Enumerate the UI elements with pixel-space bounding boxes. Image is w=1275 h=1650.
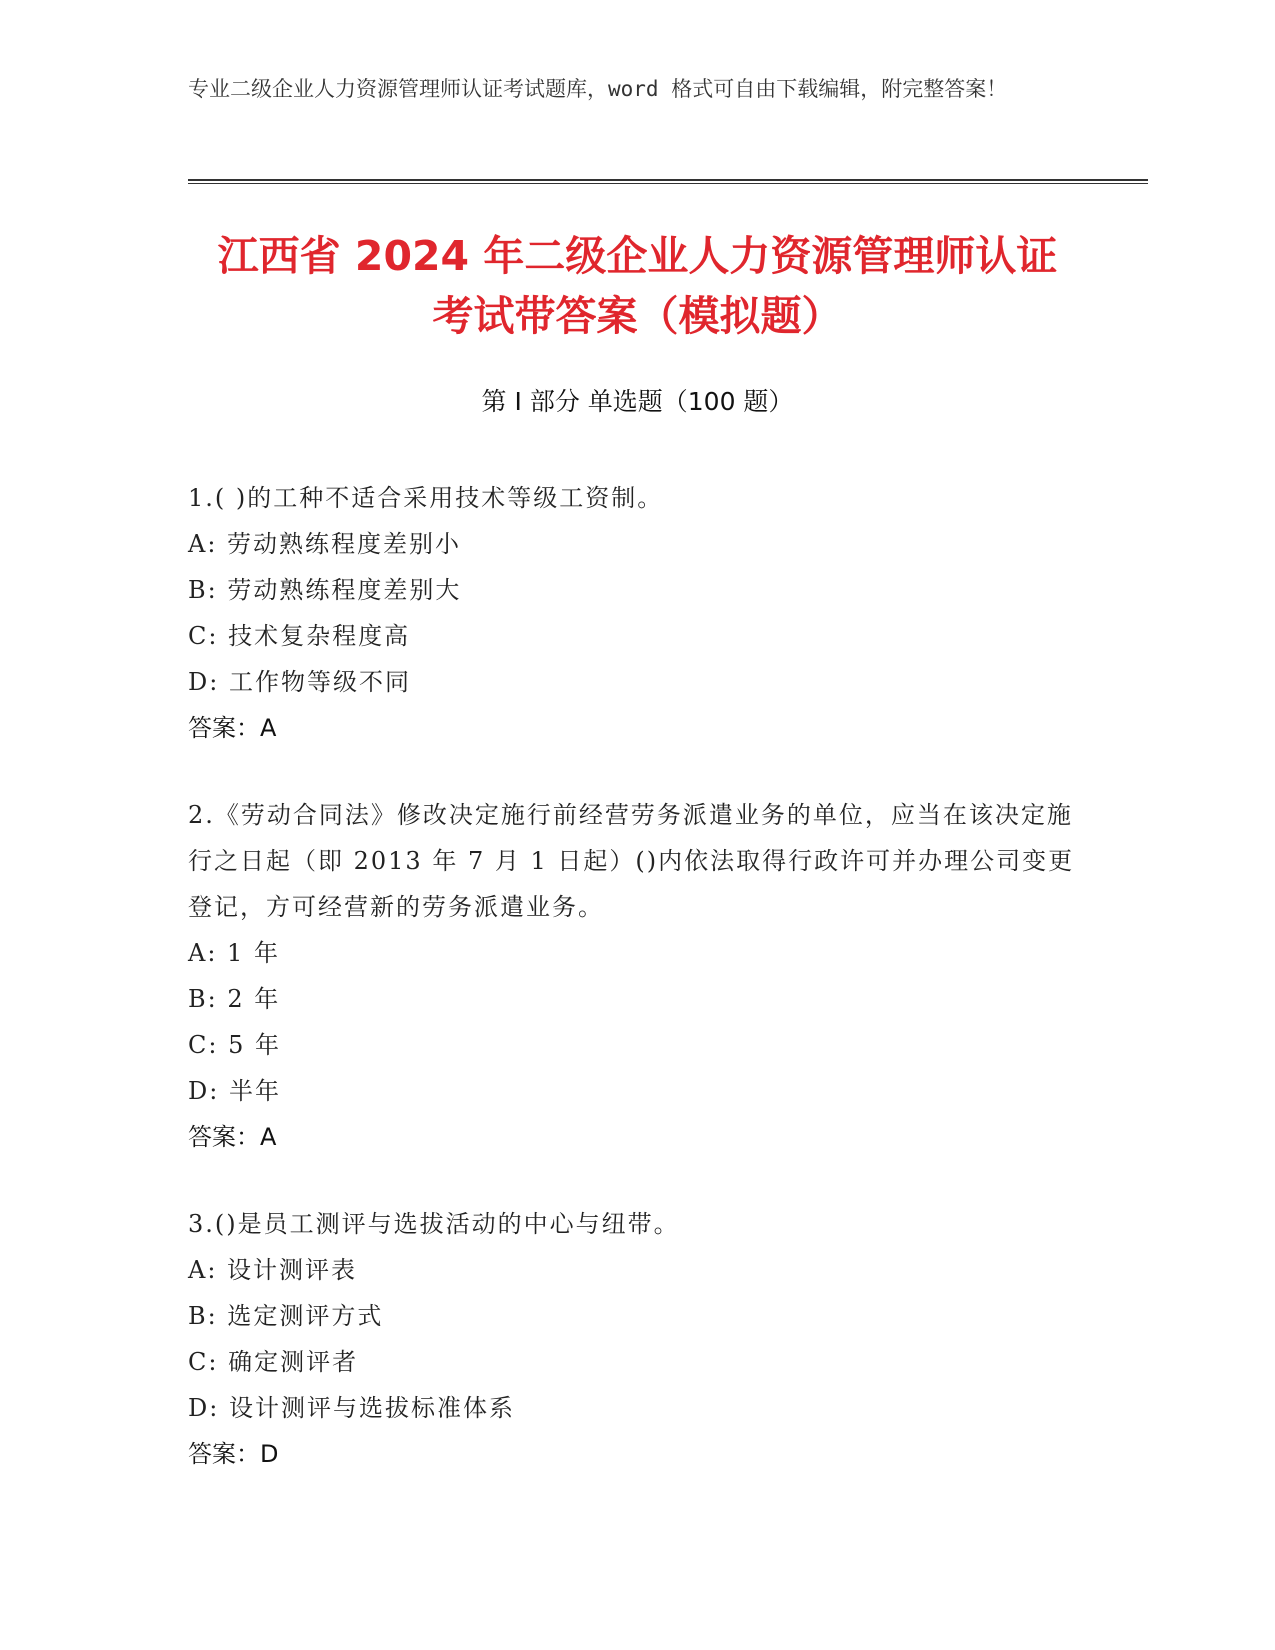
document-title-line-2: 考试带答案（模拟题）: [432, 292, 843, 340]
question-stem: 3.()是员工测评与选拔活动的中心与纽带。: [188, 1210, 680, 1238]
question-stem: 1.( )的工种不适合采用技术等级工资制。: [188, 484, 664, 512]
option-b: B: 劳动熟练程度差别大: [188, 576, 462, 604]
question-item: [188, 792, 1088, 1160]
option-a: A: 设计测评表: [188, 1256, 358, 1284]
option-a: A: 劳动熟练程度差别小: [188, 530, 462, 558]
document-title-line-1: 江西省 2024 年二级企业人力资源管理师认证: [217, 232, 1058, 280]
document-title: [150, 226, 1125, 346]
option-c: C: 技术复杂程度高: [188, 622, 411, 650]
option-b: B: 2 年: [188, 985, 281, 1013]
section-heading: 第 I 部分 单选题（100 题）: [481, 387, 794, 416]
option-d: D: 半年: [188, 1077, 281, 1105]
answer-line: 答案：A: [188, 1123, 277, 1151]
option-d: D: 工作物等级不同: [188, 668, 411, 696]
header-note: 专业二级企业人力资源管理师认证考试题库，word 格式可自由下载编辑，附完整答案！: [188, 77, 1008, 101]
option-c: C: 5 年: [188, 1031, 281, 1059]
option-b: B: 选定测评方式: [188, 1302, 384, 1330]
header-divider-thin: [188, 183, 1148, 184]
question-item: [188, 1201, 1088, 1477]
option-d: D: 设计测评与选拔标准体系: [188, 1394, 515, 1422]
question-item: [188, 475, 1088, 751]
answer-line: 答案：D: [188, 1440, 279, 1468]
option-a: A: 1 年: [188, 939, 280, 967]
header-divider-thick: [188, 179, 1148, 181]
question-list: [188, 475, 1088, 1518]
answer-line: 答案：A: [188, 714, 277, 742]
option-c: C: 确定测评者: [188, 1348, 359, 1376]
question-stem: 2.《劳动合同法》修改决定施行前经营劳务派遣业务的单位，应当在该决定施行之日起（即 2013 年 7 月 1 日起）()内依法取得行政许可并办理公司变更登记，方可经营新的劳务派遣业务。: [188, 801, 1075, 921]
